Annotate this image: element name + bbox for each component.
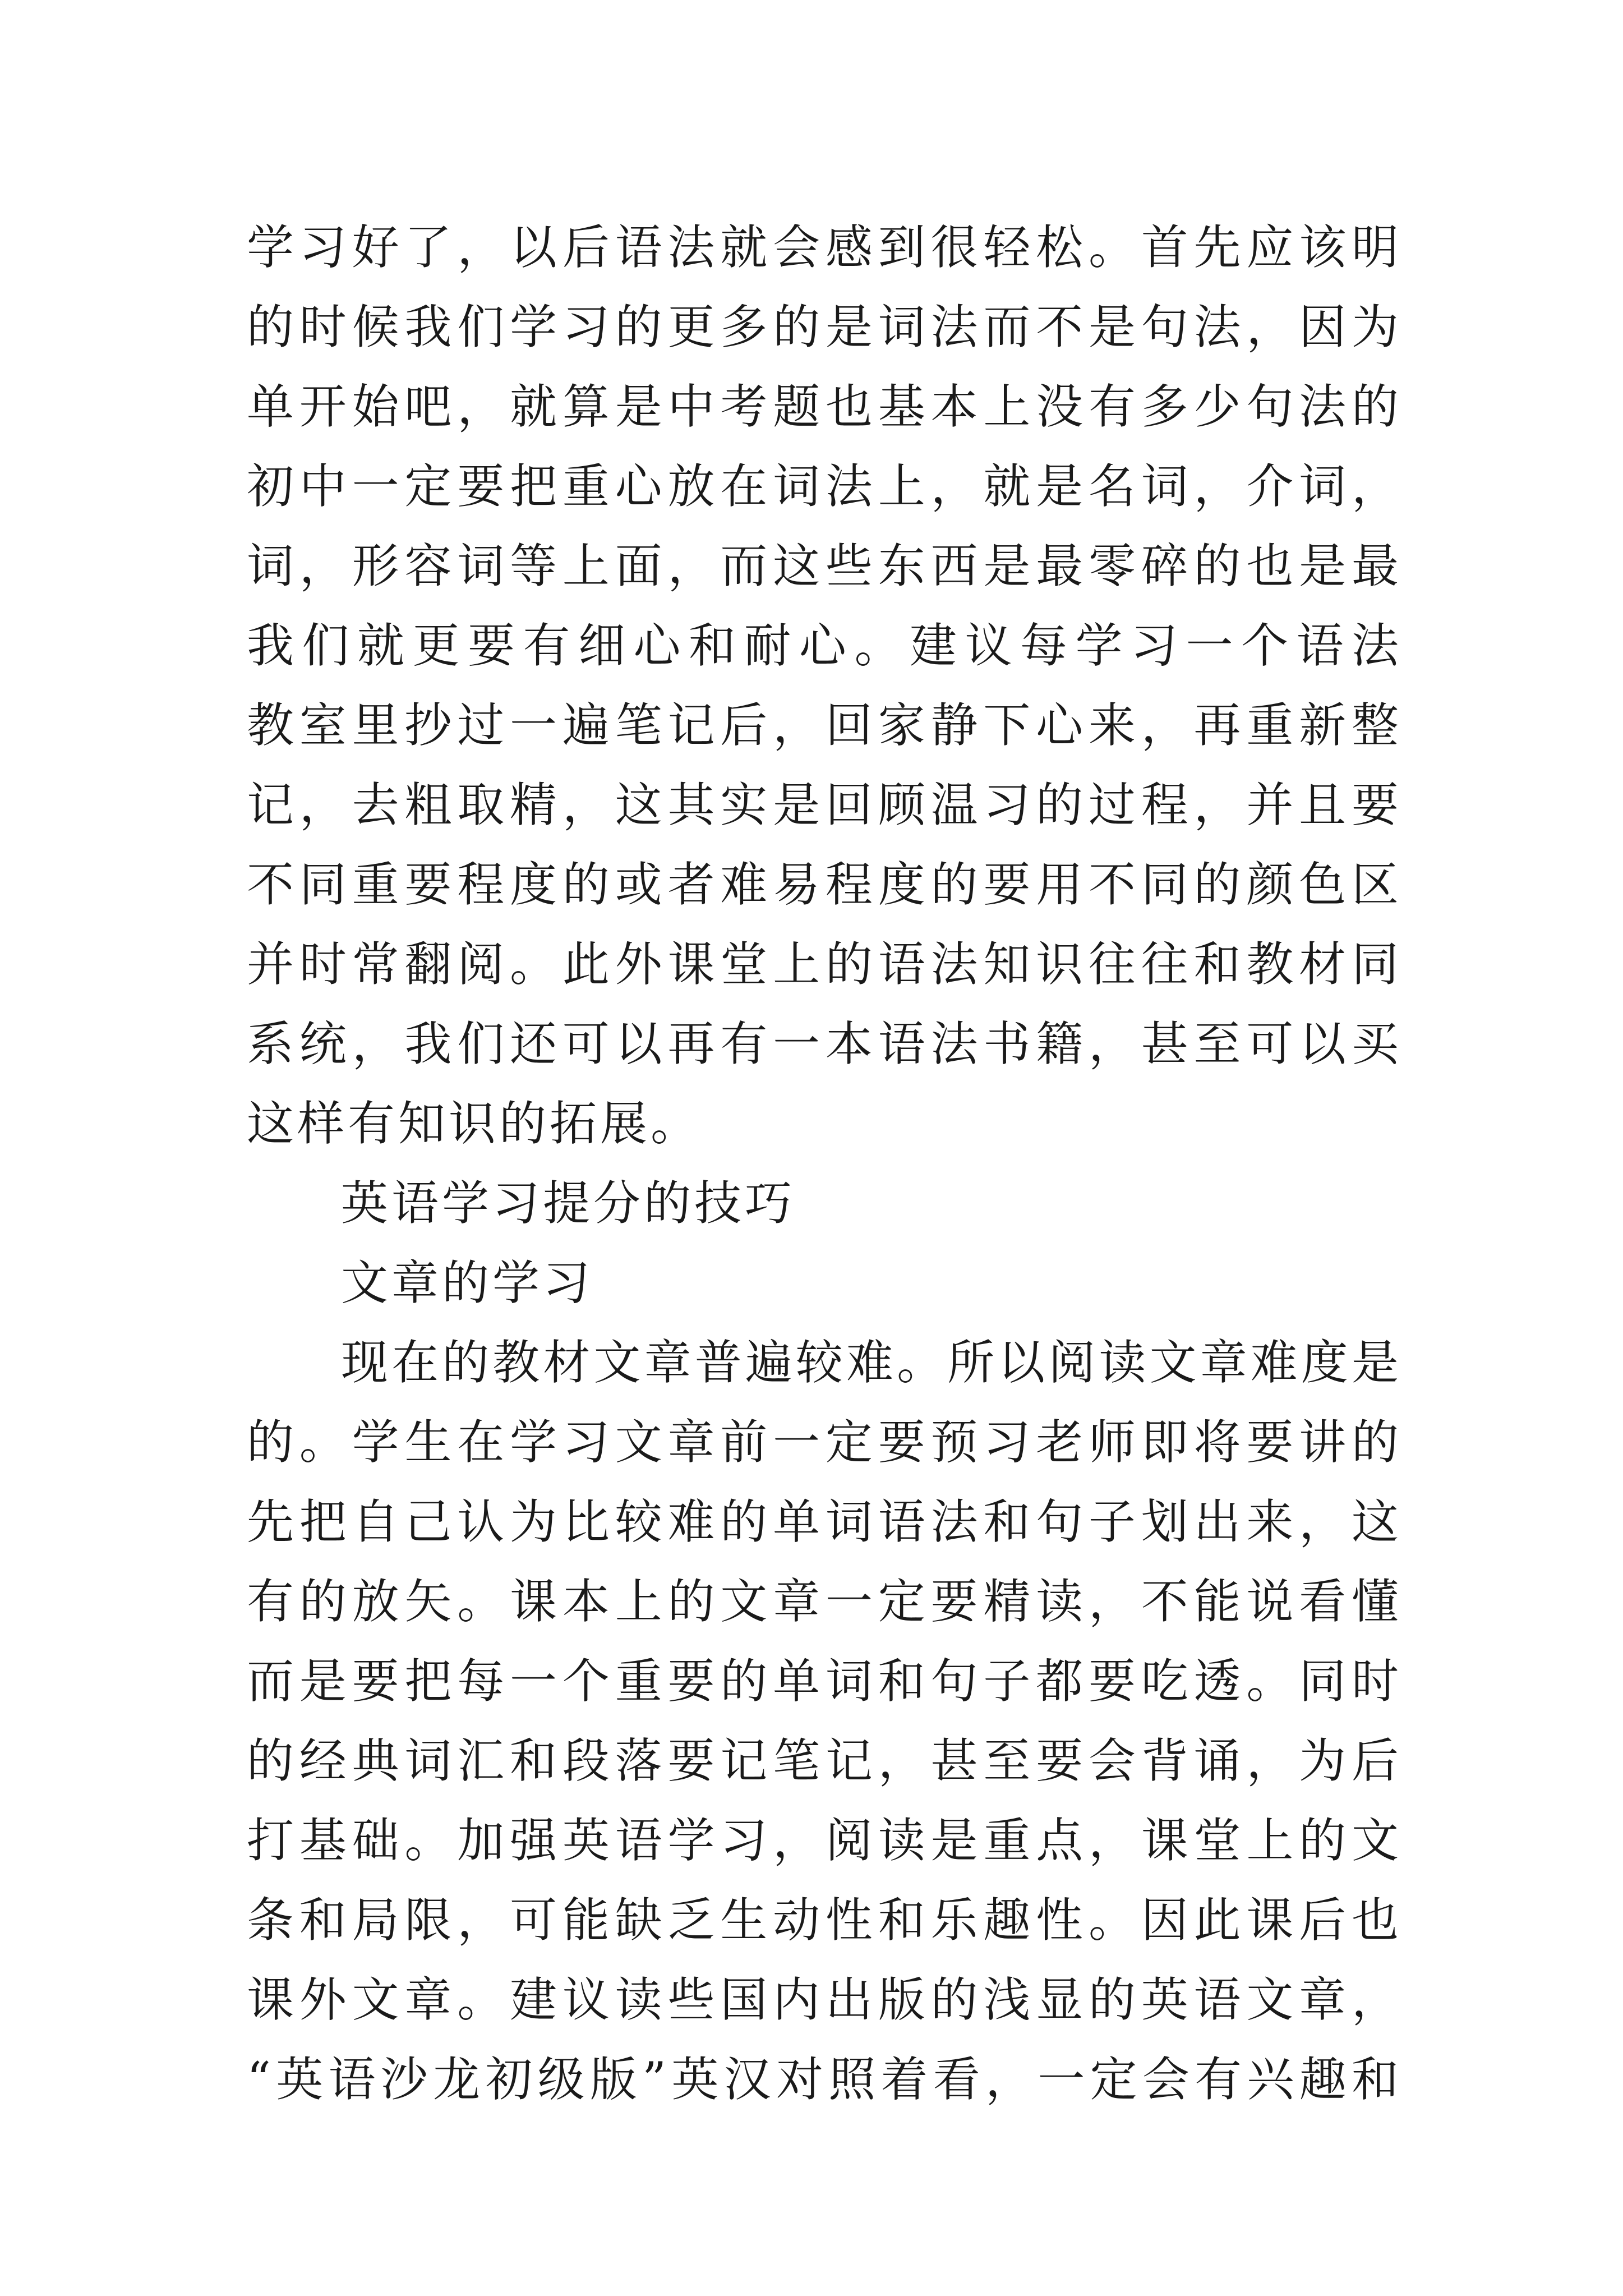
text-line: “英语沙龙初级版”英汉对照着看，一定会有兴趣和 — [247, 2052, 1402, 2107]
text-line: 现在的教材文章普遍较难。所以阅读文章难度是 — [341, 1335, 1402, 1390]
section-heading: 英语学习提分的技巧 — [341, 1176, 796, 1231]
subsection-heading: 文章的学习 — [341, 1255, 594, 1310]
text-line: 的。学生在学习文章前一定要预习老师即将要讲的 — [247, 1415, 1402, 1470]
text-line: 词，形容词等上面，而这些东西是最零碎的也是最 — [247, 539, 1402, 593]
text-line: 单开始吧，就算是中考题也基本上没有多少句法的 — [247, 379, 1402, 434]
text-line: 条和局限，可能缺乏生动性和乐趣性。因此课后也 — [247, 1893, 1402, 1948]
text-line: 系统，我们还可以再有一本语法书籍，甚至可以买 — [247, 1016, 1402, 1071]
text-line: 我们就更要有细心和耐心。建议每学习一个语法 — [247, 618, 1402, 673]
text-line: 并时常翻阅。此外课堂上的语法知识往往和教材同 — [247, 937, 1402, 992]
text-line: 先把自己认为比较难的单词语法和句子划出来，这 — [247, 1494, 1402, 1549]
text-line: 的经典词汇和段落要记笔记，甚至要会背诵，为后 — [247, 1733, 1402, 1788]
text-line: 教室里抄过一遍笔记后，回家静下心来，再重新整 — [247, 698, 1402, 753]
text-line: 不同重要程度的或者难易程度的要用不同的颜色区 — [247, 857, 1402, 912]
text-line: 有的放矢。课本上的文章一定要精读，不能说看懂 — [247, 1574, 1402, 1629]
text-line: 记，去粗取精，这其实是回顾温习的过程，并且要 — [247, 777, 1402, 832]
text-line: 这样有知识的拓展。 — [247, 1096, 702, 1151]
text-line: 学习好了，以后语法就会感到很轻松。首先应该明 — [247, 220, 1402, 275]
text-line: 的时候我们学习的更多的是词法而不是句法，因为 — [247, 300, 1402, 355]
text-line: 初中一定要把重心放在词法上，就是名词，介词， — [247, 459, 1402, 514]
text-line: 而是要把每一个重要的单词和句子都要吃透。同时 — [247, 1654, 1402, 1709]
text-line: 打基础。加强英语学习，阅读是重点，课堂上的文 — [247, 1813, 1402, 1868]
document-body — [247, 208, 1402, 2119]
text-line: 课外文章。建议读些国内出版的浅显的英语文章， — [247, 1972, 1402, 2027]
